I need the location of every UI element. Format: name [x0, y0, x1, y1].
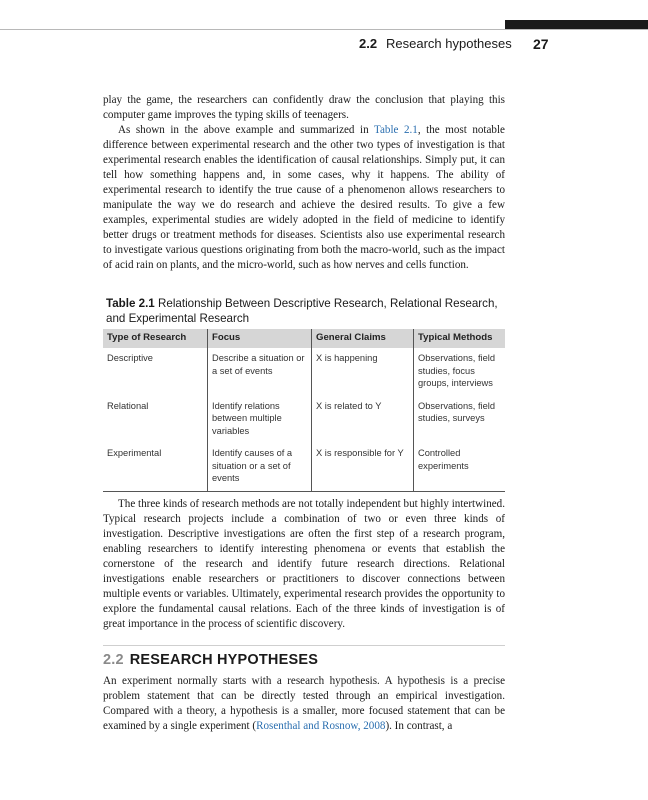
table-cell: X is related to Y — [312, 396, 414, 444]
table-2-1-link[interactable]: Table 2.1 — [373, 124, 418, 136]
page-number: 27 — [533, 36, 549, 52]
running-head — [0, 36, 648, 54]
header-typical-methods: Typical Methods — [414, 329, 506, 348]
table-cell: Descriptive — [107, 353, 153, 363]
table-row — [103, 443, 505, 491]
table-cell: Describe a situation or a set of events — [208, 348, 312, 396]
table-cell: Identify relations between multiple variables — [208, 396, 312, 444]
paragraph-3 — [103, 497, 505, 632]
table-cell: Identify causes of a situation or a set of events — [208, 443, 312, 491]
table-cell: Observations, field studies, surveys — [414, 396, 506, 444]
paragraph-4-text-end: ). In contrast, a — [385, 720, 453, 732]
research-types-table — [103, 329, 505, 492]
table-header-row — [103, 329, 505, 348]
header-focus: Focus — [208, 329, 312, 348]
paragraph-1 — [103, 93, 505, 123]
citation-link[interactable]: Rosenthal and Rosnow, 2008 — [256, 720, 386, 732]
paragraph-2 — [103, 123, 505, 273]
table-caption — [106, 296, 506, 326]
running-head-section-number: 2.2 — [359, 36, 378, 51]
table-label: Table 2.1 — [106, 297, 155, 310]
header-type-of-research: Type of Research — [103, 329, 208, 348]
section-heading-number: 2.2 — [103, 652, 124, 668]
header-accent-bar — [505, 20, 648, 29]
table-row — [103, 396, 505, 444]
section-heading — [103, 652, 318, 668]
table-cell: Experimental — [103, 443, 208, 491]
table-cell: X is responsible for Y — [312, 443, 414, 491]
running-head-title: Research hypotheses — [386, 36, 512, 51]
paragraph-1-text: play the game, the researchers can confidently draw the conclusion that playing this computer game improves the typing skills of teenagers. — [103, 94, 505, 121]
table-caption-text: Relationship Between Descriptive Research, Relational Research, and Experimental Research — [106, 297, 498, 325]
paragraph-4 — [103, 674, 505, 734]
table-cell: Relational — [107, 400, 149, 411]
table-row — [103, 348, 505, 396]
header-rule — [0, 29, 648, 30]
header-general-claims: General Claims — [312, 329, 414, 348]
section-heading-title: RESEARCH HYPOTHESES — [129, 652, 319, 668]
table-cell: Observations, field studies, focus groups, interviews — [414, 348, 506, 396]
paragraph-2-text-start: As shown in the above example and summarized in — [118, 124, 374, 136]
paragraph-3-text: The three kinds of research methods are not totally independent but highly intertwined. Typical research projects include a combination of two or even three kinds of investigation. Descriptive investigations are often the first step of a research program, enabling researchers to identify interesting phenomena or events that establish the cornerstone of the research and identify future research directions. Relational investigations enable researchers or practitioners to discover connections between multiple events or variables. Ultimately, experimental research provides the opportunity to explore the fundamental causal relations. Each of the three kinds of investigation is of great importance in the process of scientific discovery. — [103, 498, 505, 630]
table-cell: X is happening — [312, 348, 414, 396]
table-cell: Controlled experiments — [414, 443, 506, 491]
paragraph-2-text-end: , the most notable difference between experimental research and the other two types of investigation is that experimental research enables the identification of causal relationships. Simply put, it can tell how something happens and, in some cases, why it happens. The ability of experimental research to identify the true cause of a phenomenon allows researchers to manipulate the way we do research and achieve the desired results. To give a few examples, experimental studies are widely adopted in the field of medicine to identify better drugs or treatment methods for diseases. Scientists also use experimental research to investigate various questions originating from both the macro-world, such as the impact of acid rain on plants, and the micro-world, such as how nerves and cells function. — [103, 124, 505, 271]
section-divider — [103, 645, 505, 646]
paragraph-4-text-start: An experiment normally starts with a research hypothesis. A hypothesis is a precise problem statement that can be directly tested through an empirical investigation. Compared with a theory, a hypothesis is a smaller, more focused statement that can be examined by a single experiment ( — [103, 675, 505, 732]
